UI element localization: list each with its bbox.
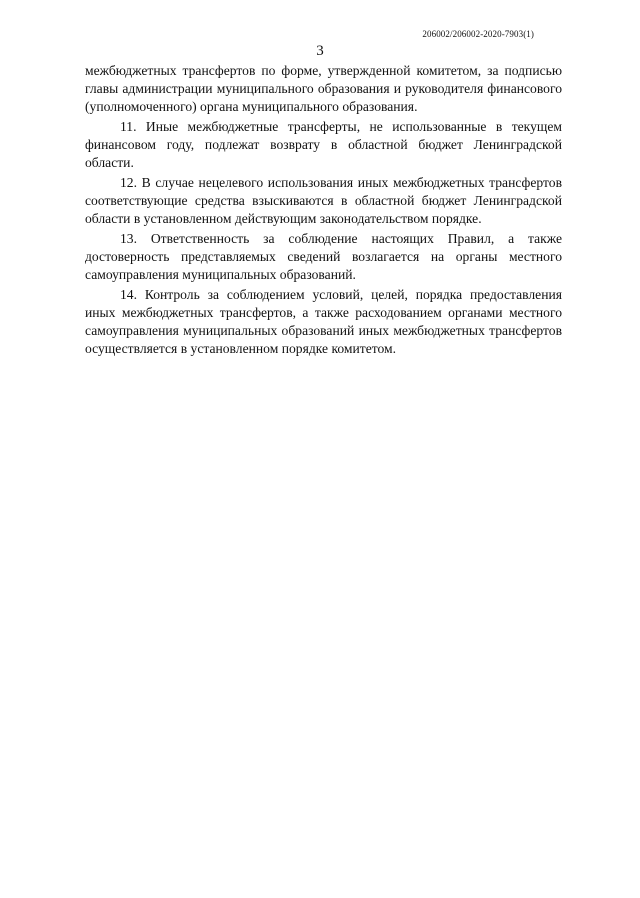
paragraph-12: 12. В случае нецелевого использования иных межбюджетных трансфертов соответствующие средства взыскиваются в областной бюджет Ленинградской области в установленном действующим законодательством порядке. [85,175,562,226]
paragraph-continuation: межбюджетных трансфертов по форме, утвержденной комитетом, за подписью главы администрации муниципального образования и руководителя финансового (уполномоченного) органа муниципального образования. [85,63,562,114]
document-code: 206002/206002-2020-7903(1) [422,29,534,39]
paragraph-11: 11. Иные межбюджетные трансферты, не использованные в текущем финансовом году, подлежат возврату в областной бюджет Ленинградской области. [85,119,562,170]
page-number: 3 [316,43,324,59]
paragraph-14: 14. Контроль за соблюдением условий, целей, порядка предоставления иных межбюджетных трансфертов, а также расходованием органами местного самоуправления муниципальных образований иных межбюджетных трансфертов осуществляется в установленном порядке комитетом. [85,287,562,356]
document-body [85,62,562,358]
paragraph-13: 13. Ответственность за соблюдение настоящих Правил, а также достоверность представляемых сведений возлагается на органы местного самоуправления муниципальных образований. [85,231,562,282]
